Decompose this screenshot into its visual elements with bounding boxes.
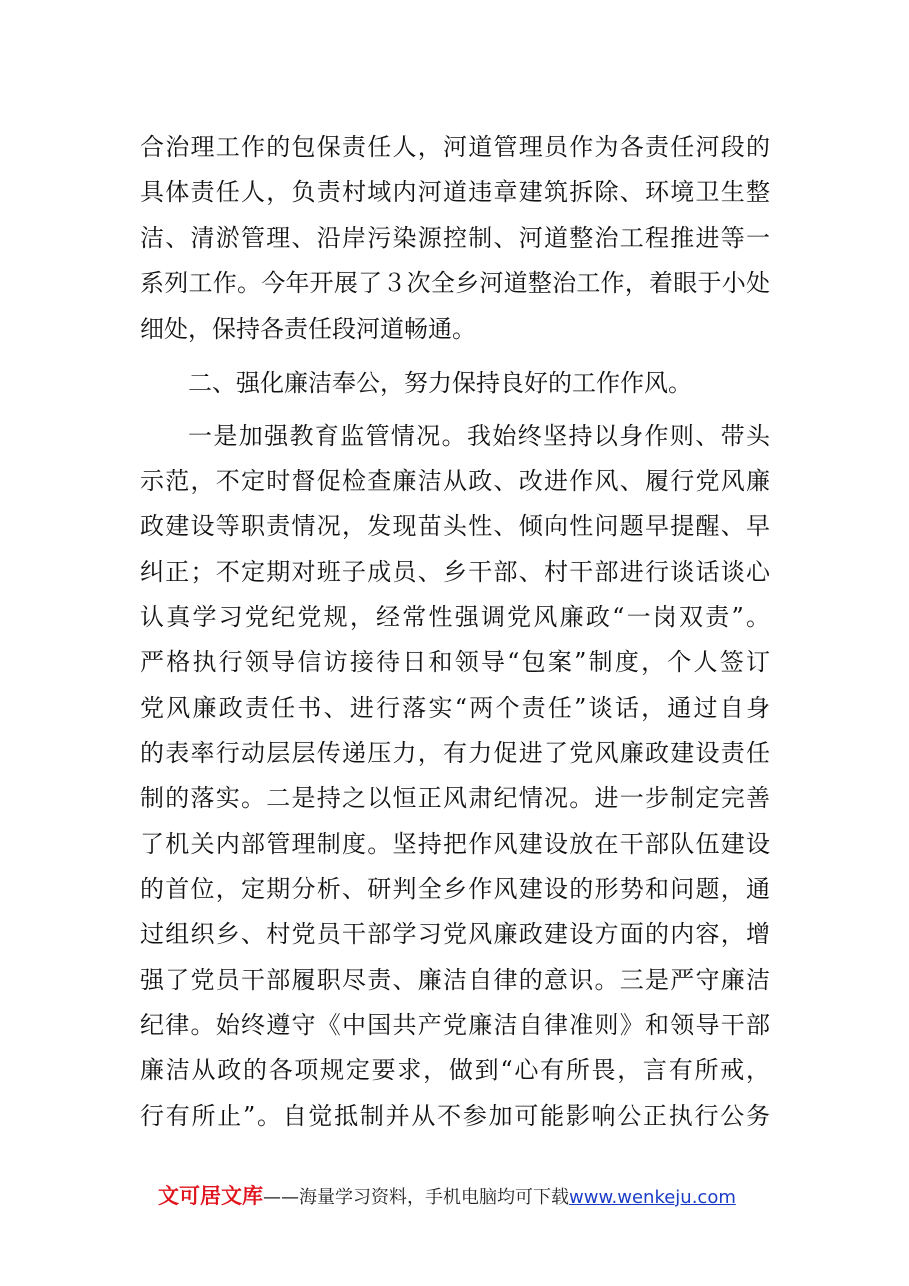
paragraph-line: 的首位，定期分析、研判全乡作风建设的形势和问题，通	[140, 875, 770, 903]
paragraph-line: 强了党员干部履职尽责、廉洁自律的意识。三是严守廉洁	[140, 966, 770, 994]
paragraph-line: 示范，不定时督促检查廉洁从政、改进作风、履行党风廉	[140, 467, 770, 495]
paragraph-line: 合治理工作的包保责任人，河道管理员作为各责任河段的	[140, 133, 770, 161]
paragraph-line: 的表率行动层层传递压力，有力促进了党风廉政建设责任	[140, 739, 770, 767]
paragraph-line: 一是加强教育监管情况。我始终坚持以身作则、带头	[188, 422, 770, 450]
paragraph-line: 具体责任人，负责村域内河道违章建筑拆除、环境卫生整	[140, 178, 770, 206]
paragraph-line: 行有所止”。自觉抵制并从不参加可能影响公正执行公务	[140, 1102, 770, 1130]
paragraph-line: 严格执行领导信访接待日和领导“包案”制度，个人签订	[140, 648, 770, 676]
page-footer	[158, 1180, 736, 1212]
footer-tagline: ——海量学习资料，手机电脑均可下载	[263, 1187, 569, 1208]
paragraph-line: 纪律。始终遵守《中国共产党廉洁自律准则》和领导干部	[140, 1011, 770, 1039]
footer-site-link[interactable]: www.wenkeju.com	[569, 1187, 736, 1208]
paragraph-line: 廉洁从政的各项规定要求，做到“心有所畏，言有所戒，	[140, 1056, 770, 1084]
section-heading: 二、强化廉洁奉公，努力保持良好的工作作风。	[188, 369, 692, 397]
paragraph-line: 过组织乡、村党员干部学习党风廉政建设方面的内容，增	[140, 920, 770, 948]
paragraph-line: 认真学习党纪党规，经常性强调党风廉政“一岗双责”。	[140, 603, 770, 631]
paragraph-line: 政建设等职责情况，发现苗头性、倾向性问题早提醒、早	[140, 512, 770, 540]
paragraph-line: 党风廉政责任书、进行落实“两个责任”谈话，通过自身	[140, 694, 770, 722]
paragraph-line: 制的落实。二是持之以恒正风肃纪情况。进一步制定完善	[140, 784, 770, 812]
paragraph-line: 了机关内部管理制度。坚持把作风建设放在干部队伍建设	[140, 830, 770, 858]
paragraph-line: 洁、清淤管理、沿岸污染源控制、河道整治工程推进等一	[140, 224, 770, 252]
paragraph-line: 纠正；不定期对班子成员、乡干部、村干部进行谈话谈心	[140, 558, 770, 586]
paragraph-line: 细处，保持各责任段河道畅通。	[140, 315, 476, 343]
footer-brand: 文可居文库	[158, 1184, 263, 1208]
paragraph-line: 系列工作。今年开展了３次全乡河道整治工作，着眼于小处	[140, 269, 770, 297]
